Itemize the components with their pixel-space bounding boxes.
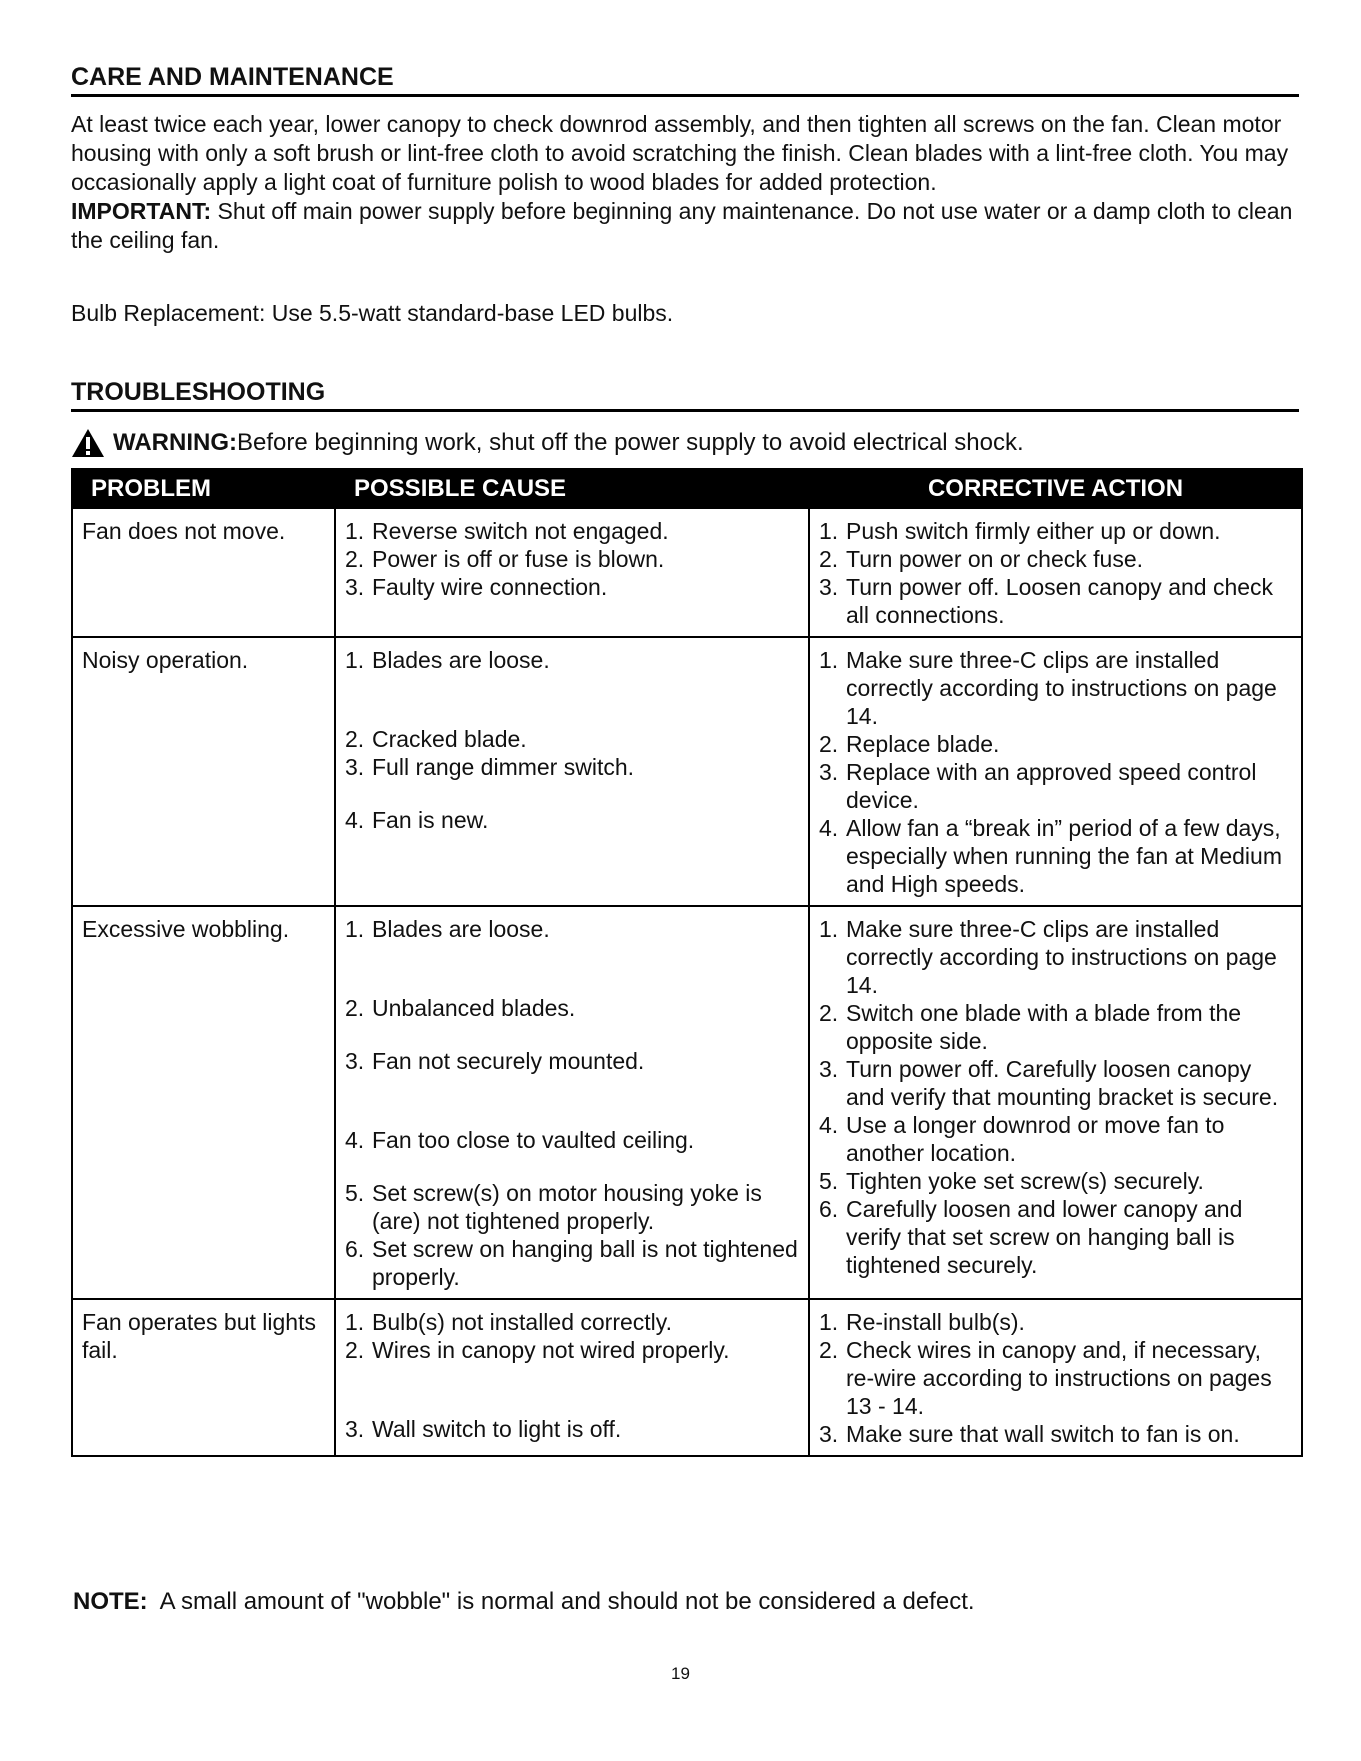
problem-cell: Excessive wobbling.: [72, 906, 335, 1299]
item-number: 2.: [819, 1337, 839, 1363]
action-item: [819, 1420, 1292, 1448]
item-text: Use a longer downrod or move fan to another location.: [846, 1112, 1225, 1166]
action-item: [819, 915, 1292, 999]
note-line: [73, 1587, 975, 1617]
item-number: 3.: [345, 1048, 365, 1074]
action-cell: [809, 508, 1302, 637]
cause-item: [345, 545, 799, 573]
table-row: [72, 1299, 1302, 1456]
item-number: 3.: [819, 759, 839, 785]
item-number: 2.: [819, 731, 839, 757]
cause-item: [345, 1336, 799, 1364]
cause-item: [345, 1047, 799, 1075]
item-number: 1.: [345, 916, 365, 942]
item-text: Unbalanced blades.: [372, 995, 576, 1021]
item-text: Cracked blade.: [372, 726, 527, 752]
action-item: [819, 545, 1292, 573]
action-cell: [809, 1299, 1302, 1456]
item-number: 1.: [819, 518, 839, 544]
item-text: Fan is new.: [372, 807, 489, 833]
item-text: Carefully loosen and lower canopy and verify that set screw on hanging ball is tightened securely.: [846, 1196, 1243, 1278]
action-item: [819, 517, 1292, 545]
item-number: 2.: [345, 546, 365, 572]
item-number: 4.: [345, 1127, 365, 1153]
cause-cell: [335, 1299, 809, 1456]
item-number: 1.: [345, 518, 365, 544]
item-text: Replace with an approved speed control device.: [846, 759, 1257, 813]
cause-item: [345, 1308, 799, 1336]
note-label: NOTE:: [73, 1588, 148, 1615]
item-text: Make sure three-C clips are installed correctly according to instructions on page 14.: [846, 916, 1277, 998]
item-text: Switch one blade with a blade from the opposite side.: [846, 1000, 1242, 1054]
item-number: 1.: [345, 1309, 365, 1335]
item-text: Re-install bulb(s).: [846, 1309, 1025, 1335]
item-number: 4.: [819, 815, 839, 841]
item-number: 6.: [345, 1236, 365, 1262]
care-paragraph: At least twice each year, lower canopy to check downrod assembly, and then tighten all screws on the fan. Clean motor housing with only a soft brush or lint-free cloth to avoid scratching the finish. Clean blades with a lint-free cloth. You may occasionally apply a light coat of furniture polish to wood blades for added protection.: [71, 111, 1289, 195]
item-text: Fan too close to vaulted ceiling.: [372, 1127, 695, 1153]
item-number: 4.: [345, 807, 365, 833]
action-item: [819, 814, 1292, 898]
item-text: Full range dimmer switch.: [372, 754, 635, 780]
action-item: [819, 1195, 1292, 1279]
important-text: Shut off main power supply before beginning any maintenance. Do not use water or a damp cloth to clean the ceiling fan.: [71, 198, 1293, 253]
item-text: Make sure three-C clips are installed correctly according to instructions on page 14.: [846, 647, 1277, 729]
action-cell: [809, 637, 1302, 906]
table-row: [72, 906, 1302, 1299]
item-text: Blades are loose.: [372, 647, 550, 673]
item-text: Turn power off. Carefully loosen canopy and verify that mounting bracket is secure.: [846, 1056, 1279, 1110]
item-number: 1.: [819, 916, 839, 942]
item-text: Replace blade.: [846, 731, 1000, 757]
action-item: [819, 1111, 1292, 1167]
cause-item: [345, 517, 799, 545]
item-number: 5.: [819, 1168, 839, 1194]
header-problem: PROBLEM: [72, 469, 335, 508]
item-number: 2.: [819, 546, 839, 572]
warning-label: WARNING:: [113, 429, 237, 456]
item-text: Check wires in canopy and, if necessary, re-wire according to instructions on pages 13 - 14.: [846, 1337, 1272, 1419]
action-item: [819, 1336, 1292, 1420]
header-corrective-action: CORRECTIVE ACTION: [809, 469, 1302, 508]
item-text: Set screw on hanging ball is not tightened properly.: [372, 1236, 798, 1290]
problem-cell: Noisy operation.: [72, 637, 335, 906]
item-number: 3.: [345, 574, 365, 600]
item-number: 3.: [819, 574, 839, 600]
item-number: 4.: [819, 1112, 839, 1138]
cause-item: [345, 1126, 799, 1154]
cause-item: [345, 1235, 799, 1291]
cause-item: [345, 646, 799, 674]
cause-cell: [335, 637, 809, 906]
item-text: Blades are loose.: [372, 916, 550, 942]
item-number: 2.: [819, 1000, 839, 1026]
item-number: 3.: [345, 1416, 365, 1442]
important-paragraph: [71, 197, 1299, 255]
warning-text: Before beginning work, shut off the power supply to avoid electrical shock.: [236, 429, 1024, 456]
cause-item: [345, 1415, 799, 1443]
cause-item: [345, 725, 799, 753]
item-text: Push switch firmly either up or down.: [846, 518, 1221, 544]
item-text: Bulb(s) not installed correctly.: [372, 1309, 672, 1335]
item-text: Fan not securely mounted.: [372, 1048, 645, 1074]
cause-cell: [335, 508, 809, 637]
cause-item: [345, 994, 799, 1022]
cause-item: [345, 573, 799, 601]
action-item: [819, 1308, 1292, 1336]
item-text: Turn power off. Loosen canopy and check all connections.: [846, 574, 1274, 628]
item-number: 3.: [819, 1421, 839, 1447]
item-number: 3.: [345, 754, 365, 780]
item-number: 1.: [819, 1309, 839, 1335]
item-number: 2.: [345, 995, 365, 1021]
important-label: IMPORTANT:: [71, 198, 212, 224]
item-number: 2.: [345, 726, 365, 752]
action-item: [819, 758, 1292, 814]
item-text: Reverse switch not engaged.: [372, 518, 669, 544]
cause-cell: [335, 906, 809, 1299]
item-text: Wires in canopy not wired properly.: [372, 1337, 730, 1363]
problem-cell: Fan operates but lights fail.: [72, 1299, 335, 1456]
action-item: [819, 1055, 1292, 1111]
item-text: Wall switch to light is off.: [372, 1416, 622, 1442]
item-number: 2.: [345, 1337, 365, 1363]
item-number: 1.: [819, 647, 839, 673]
item-number: 5.: [345, 1180, 365, 1206]
table-header-row: [72, 469, 1302, 508]
note-text: A small amount of "wobble" is normal and should not be considered a defect.: [147, 1588, 975, 1615]
action-item: [819, 730, 1292, 758]
header-possible-cause: POSSIBLE CAUSE: [335, 469, 809, 508]
cause-item: [345, 1179, 799, 1235]
cause-item: [345, 806, 799, 834]
item-text: Set screw(s) on motor housing yoke is (are) not tightened properly.: [372, 1180, 762, 1234]
bulb-replacement: Bulb Replacement: Use 5.5-watt standard-base LED bulbs.: [71, 300, 674, 326]
troubleshooting-table: [71, 468, 1303, 1457]
action-cell: [809, 906, 1302, 1299]
item-number: 1.: [345, 647, 365, 673]
item-text: Faulty wire connection.: [372, 574, 608, 600]
care-body: [71, 110, 1299, 255]
problem-cell: Fan does not move.: [72, 508, 335, 637]
item-text: Make sure that wall switch to fan is on.: [846, 1421, 1240, 1447]
cause-item: [345, 753, 799, 781]
item-text: Turn power on or check fuse.: [846, 546, 1144, 572]
action-item: [819, 573, 1292, 629]
item-number: 3.: [819, 1056, 839, 1082]
item-text: Allow fan a “break in” period of a few days, especially when running the fan at Medium and High speeds.: [846, 815, 1282, 897]
cause-item: [345, 915, 799, 943]
item-number: 6.: [819, 1196, 839, 1222]
warning-triangle-icon: [71, 428, 105, 458]
action-item: [819, 646, 1292, 730]
table-row: [72, 508, 1302, 637]
page-number: 19: [671, 1664, 690, 1683]
warning-line: [71, 428, 1024, 458]
care-maintenance-title: CARE AND MAINTENANCE: [71, 62, 1299, 97]
action-item: [819, 999, 1292, 1055]
item-text: Power is off or fuse is blown.: [372, 546, 665, 572]
table-row: [72, 637, 1302, 906]
troubleshooting-title: TROUBLESHOOTING: [71, 377, 1299, 412]
action-item: [819, 1167, 1292, 1195]
item-text: Tighten yoke set screw(s) securely.: [846, 1168, 1204, 1194]
